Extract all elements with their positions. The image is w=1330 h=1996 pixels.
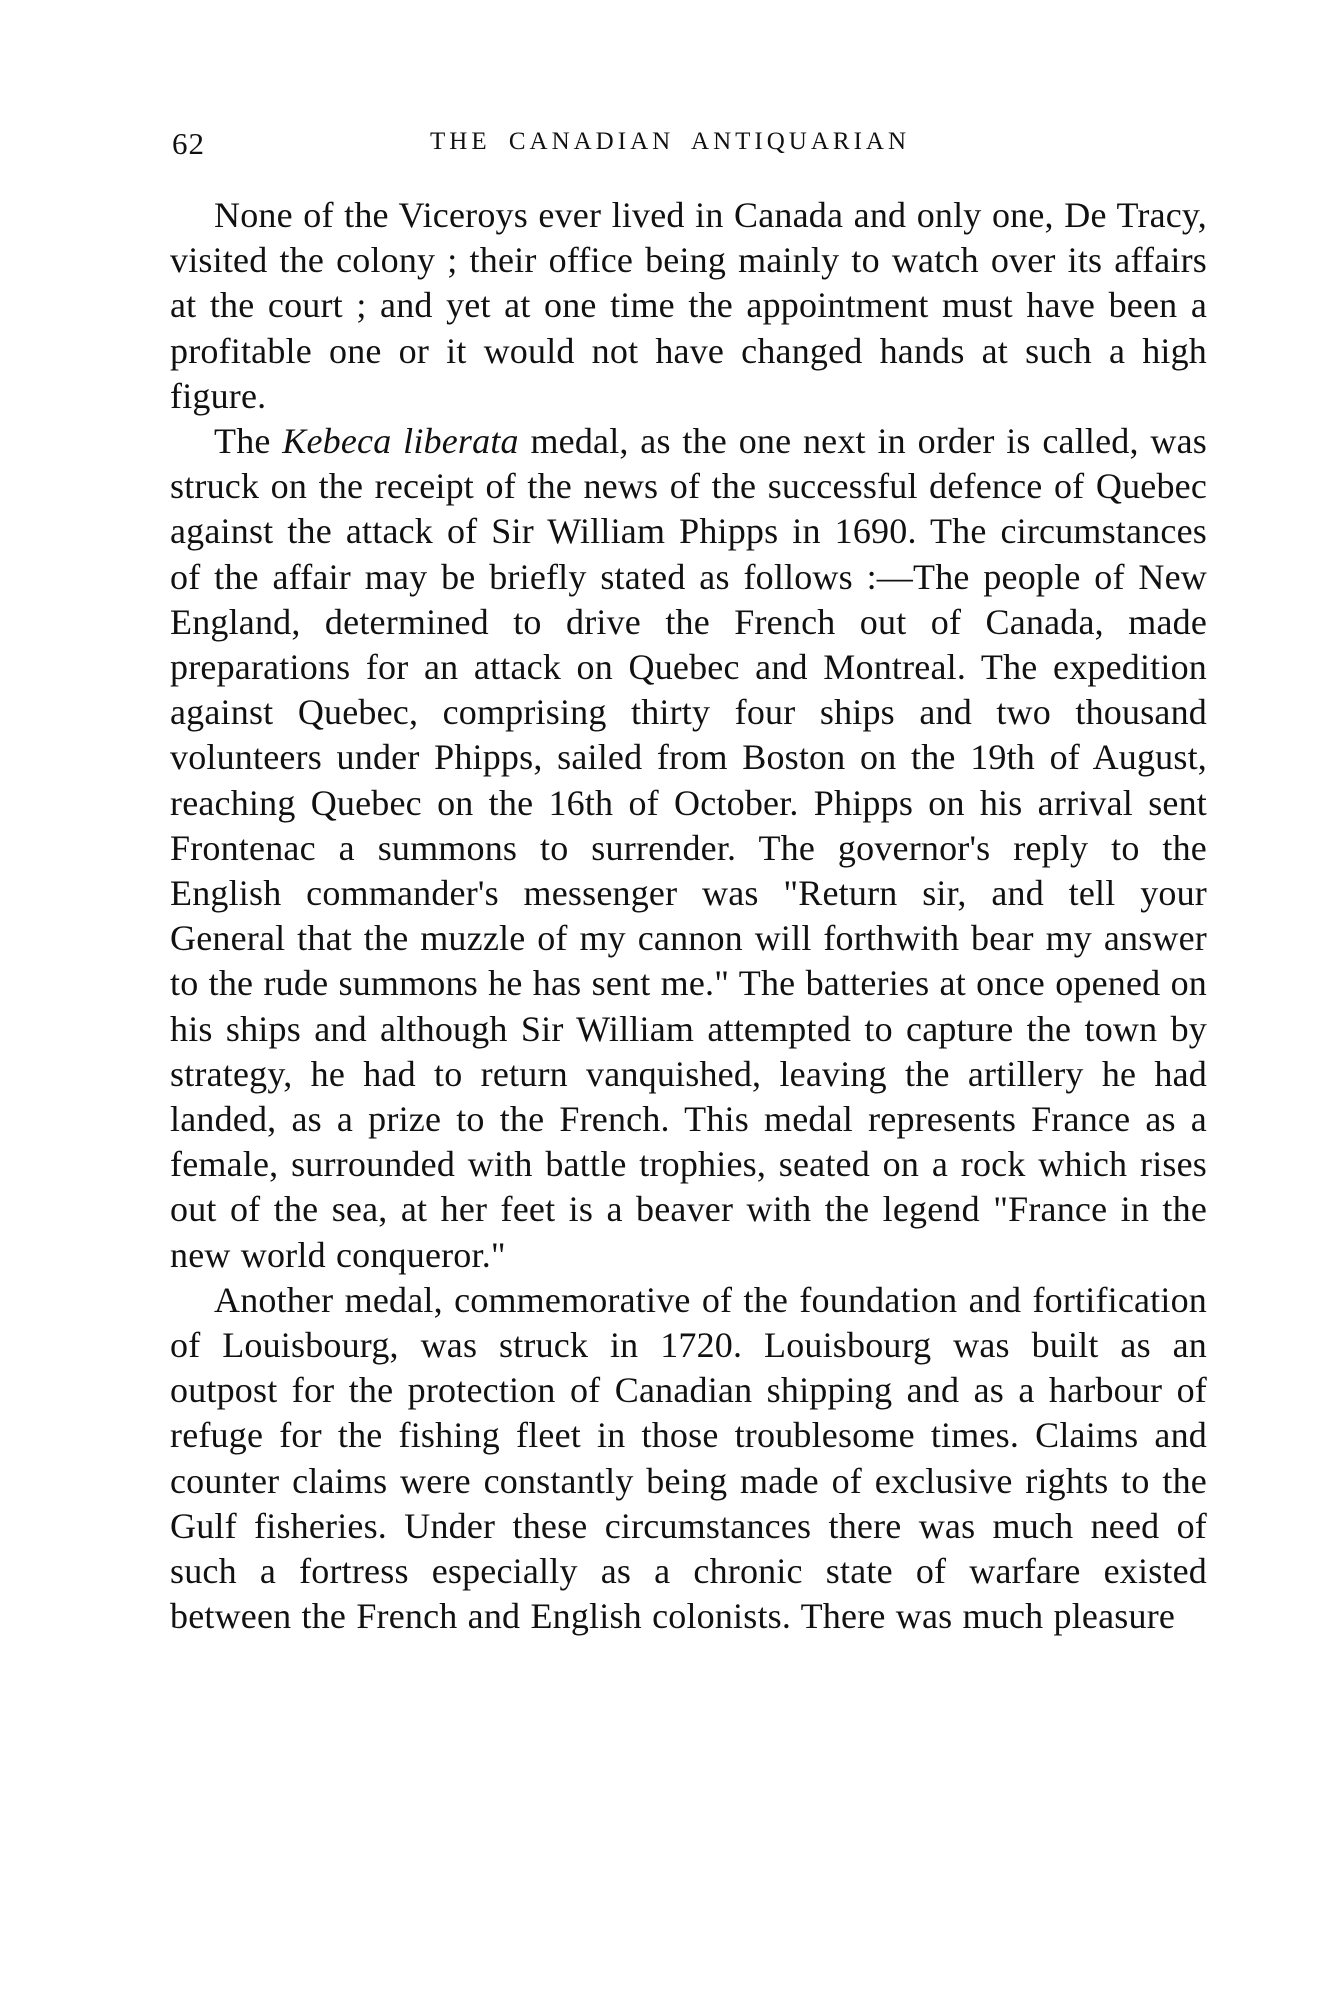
paragraph-viceroys: [170, 193, 1207, 419]
paragraph-text: None of the Viceroys ever lived in Canada and only one, De Tracy, visited the colony ; their office being mainly to watch over its affairs at the court ; and yet at one time the appointment must have been a profitable one or it would not have changed hands at such a high figure.: [170, 195, 1207, 416]
paragraph-kebeca-medal: [170, 419, 1207, 1278]
page-number: 62: [172, 126, 205, 161]
paragraph-text: medal, as the one next in order is called, was struck on the receipt of the news of the successful defence of Quebec against the attack of Sir William Phipps in 1690. The circumstances of the affair may be briefly stated as follows :—The people of New England, determined to drive the French out of Canada, made preparations for an attack on Quebec and Montreal. The expedition against Quebec, comprising thirty four ships and two thousand volunteers under Phipps, sailed from Boston on the 19th of August, reaching Quebec on the 16th of October. Phipps on his arrival sent Frontenac a summons to surrender. The governor's reply to the English commander's messenger was "Return sir, and tell your General that the muzzle of my cannon will forthwith bear my answer to the rude summons he has sent me." The batteries at once opened on his ships and although Sir William attempted to capture the town by strategy, he had to return vanquished, leaving the artillery he had landed, as a prize to the French. This medal represents France as a female, surrounded with battle trophies, seated on a rock which rises out of the sea, at her feet is a beaver with the legend "France in the new world conqueror.": [170, 421, 1207, 1275]
journal-title: THE CANADIAN ANTIQUARIAN: [430, 128, 911, 155]
running-head: [172, 126, 1212, 166]
paragraph-text: Another medal, commemorative of the foundation and fortification of Louisbourg, was struck in 1720. Louisbourg was built as an outpost for the protection of Canadian shipping and as a harbour of refuge for the fishing fleet in those troublesome times. Claims and counter claims were constantly being made of exclusive rights to the Gulf fisheries. Under these circumstances there was much need of such a fortress especially as a chronic state of warfare existed between the French and English colonists. There was much pleasure: [170, 1279, 1207, 1637]
paragraph-louisbourg-medal: [170, 1278, 1207, 1640]
body-text: [170, 193, 1207, 1640]
medal-name-italic: Kebeca liberata: [282, 421, 519, 462]
paragraph-lead: The: [214, 421, 283, 462]
